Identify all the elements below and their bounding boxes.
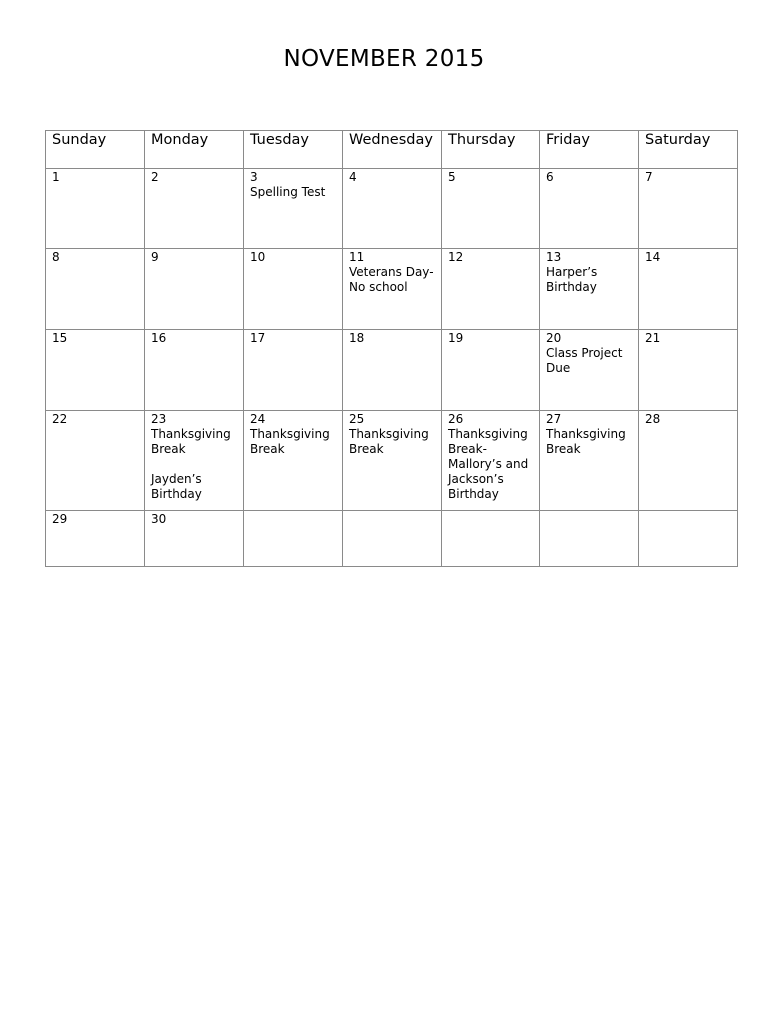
day-number: 25 bbox=[349, 412, 365, 426]
weekday-label: Thursday bbox=[448, 132, 516, 148]
day-cell bbox=[244, 511, 343, 567]
day-cell bbox=[639, 330, 738, 411]
calendar-table bbox=[45, 130, 738, 567]
day-number: 29 bbox=[52, 512, 68, 526]
day-event: Thanksgiving Break Jayden’s Birthday bbox=[151, 427, 231, 501]
day-cell bbox=[46, 249, 145, 330]
day-number: 13 bbox=[546, 250, 562, 264]
weekday-label: Tuesday bbox=[250, 132, 309, 148]
day-event: Spelling Test bbox=[250, 185, 326, 199]
day-cell bbox=[442, 169, 540, 249]
weekday-header bbox=[442, 131, 540, 169]
day-number: 5 bbox=[448, 170, 456, 184]
week-row bbox=[46, 411, 738, 511]
calendar-title: NOVEMBER 2015 bbox=[283, 46, 485, 72]
day-cell bbox=[540, 330, 639, 411]
day-cell bbox=[540, 249, 639, 330]
day-number: 15 bbox=[52, 331, 68, 345]
day-cell bbox=[46, 169, 145, 249]
day-event: Harper’s Birthday bbox=[546, 265, 598, 294]
day-cell bbox=[442, 249, 540, 330]
day-number: 10 bbox=[250, 250, 266, 264]
weekday-label: Wednesday bbox=[349, 132, 433, 148]
day-number: 16 bbox=[151, 331, 167, 345]
day-cell bbox=[343, 330, 442, 411]
day-cell bbox=[442, 511, 540, 567]
weekday-label: Sunday bbox=[52, 132, 107, 148]
day-cell bbox=[145, 511, 244, 567]
day-cell bbox=[639, 411, 738, 511]
week-row bbox=[46, 169, 738, 249]
day-cell bbox=[145, 249, 244, 330]
day-cell bbox=[639, 511, 738, 567]
day-number: 24 bbox=[250, 412, 266, 426]
day-cell bbox=[540, 511, 639, 567]
day-number: 1 bbox=[52, 170, 60, 184]
week-row bbox=[46, 511, 738, 567]
day-event: Thanksgiving Break bbox=[349, 427, 429, 456]
day-cell bbox=[639, 249, 738, 330]
day-number: 30 bbox=[151, 512, 167, 526]
day-event: Class Project Due bbox=[546, 346, 623, 375]
weekday-header bbox=[145, 131, 244, 169]
day-event: Thanksgiving Break bbox=[546, 427, 626, 456]
day-cell bbox=[540, 411, 639, 511]
day-number: 4 bbox=[349, 170, 357, 184]
day-number: 18 bbox=[349, 331, 365, 345]
weekday-header bbox=[639, 131, 738, 169]
day-cell bbox=[343, 411, 442, 511]
day-number: 8 bbox=[52, 250, 60, 264]
day-number: 28 bbox=[645, 412, 661, 426]
day-event: Thanksgiving Break-Mallory’s and Jackson’s Birthday bbox=[448, 427, 529, 501]
day-cell bbox=[540, 169, 639, 249]
day-cell bbox=[343, 169, 442, 249]
weekday-header bbox=[343, 131, 442, 169]
weekday-header bbox=[540, 131, 639, 169]
day-cell bbox=[46, 330, 145, 411]
day-number: 17 bbox=[250, 331, 266, 345]
day-number: 7 bbox=[645, 170, 653, 184]
weekday-label: Saturday bbox=[645, 132, 711, 148]
day-number: 19 bbox=[448, 331, 464, 345]
day-number: 6 bbox=[546, 170, 554, 184]
day-event: Thanksgiving Break bbox=[250, 427, 330, 456]
day-cell bbox=[145, 411, 244, 511]
day-number: 2 bbox=[151, 170, 159, 184]
day-cell bbox=[343, 249, 442, 330]
day-cell bbox=[639, 169, 738, 249]
day-cell bbox=[145, 169, 244, 249]
day-cell bbox=[244, 249, 343, 330]
day-cell bbox=[244, 169, 343, 249]
weekday-label: Friday bbox=[546, 132, 590, 148]
day-number: 20 bbox=[546, 331, 562, 345]
day-number: 22 bbox=[52, 412, 68, 426]
day-number: 26 bbox=[448, 412, 464, 426]
week-row bbox=[46, 330, 738, 411]
day-cell bbox=[442, 330, 540, 411]
day-number: 23 bbox=[151, 412, 167, 426]
day-cell bbox=[46, 511, 145, 567]
day-number: 21 bbox=[645, 331, 661, 345]
day-event: Veterans Day- No school bbox=[349, 265, 434, 294]
weekday-header-row bbox=[46, 131, 738, 169]
day-number: 14 bbox=[645, 250, 661, 264]
day-number: 3 bbox=[250, 170, 258, 184]
day-cell bbox=[442, 411, 540, 511]
day-number: 27 bbox=[546, 412, 562, 426]
day-cell bbox=[343, 511, 442, 567]
day-number: 9 bbox=[151, 250, 159, 264]
day-cell bbox=[145, 330, 244, 411]
week-row bbox=[46, 249, 738, 330]
day-cell bbox=[244, 330, 343, 411]
weekday-header bbox=[46, 131, 145, 169]
day-cell bbox=[244, 411, 343, 511]
weekday-label: Monday bbox=[151, 132, 209, 148]
weekday-header bbox=[244, 131, 343, 169]
day-number: 12 bbox=[448, 250, 464, 264]
day-cell bbox=[46, 411, 145, 511]
day-number: 11 bbox=[349, 250, 365, 264]
